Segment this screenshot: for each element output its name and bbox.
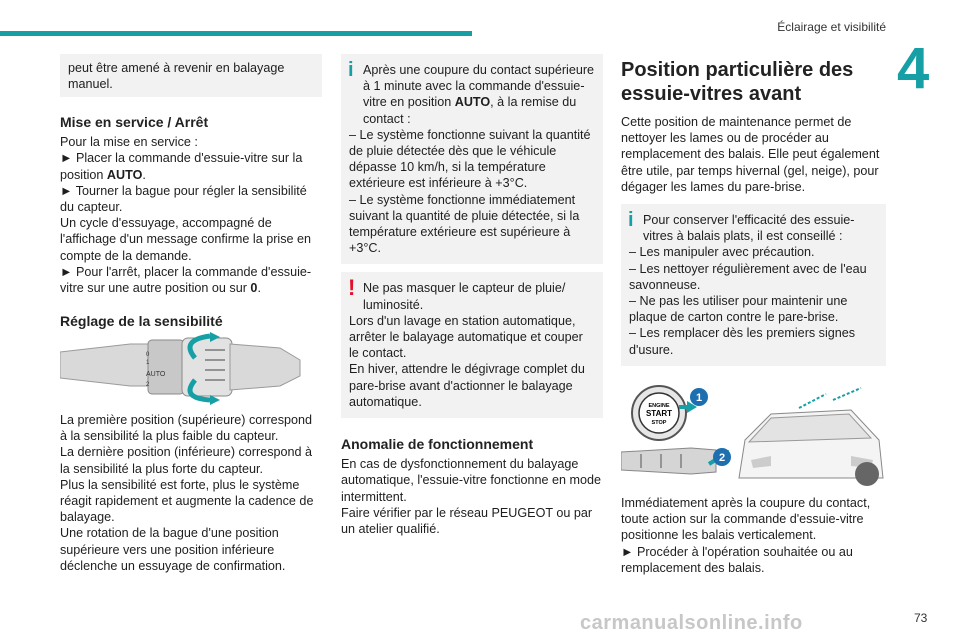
svg-text:ENGINE: ENGINE	[648, 403, 670, 409]
stalk-label-auto: AUTO	[146, 371, 166, 378]
text-line: ► Tourner la bague pour régler la sensibilité du capteur.	[60, 183, 307, 215]
info-icon: i	[628, 209, 634, 232]
text-line: – Les nettoyer régulièrement avec de l'eau savonneuse.	[629, 261, 867, 292]
text-line: La dernière position (inférieure) correspond à la sensibilité la plus forte du capteur.	[60, 445, 313, 476]
svg-text:1: 1	[146, 360, 150, 366]
svg-text:1: 1	[695, 392, 703, 404]
header-accent-bar	[0, 31, 472, 36]
text-line: Ne pas masquer le capteur de pluie/ luminosité.	[363, 281, 566, 312]
text-line: Faire vérifier par le réseau PEUGEOT ou par un atelier qualifié.	[341, 505, 593, 537]
text-line: ► Pour l'arrêt, placer la commande d'essuie-vitre sur une autre position ou sur 0.	[60, 264, 312, 296]
wiper-stalk-icon	[621, 448, 716, 474]
text-line: Immédiatement après la coupure du contact, toute action sur la commande d'essuie-vitre positionne les balais verticalement.	[621, 496, 871, 543]
car-front-icon	[739, 388, 883, 486]
svg-text:2: 2	[718, 452, 726, 464]
info-box	[621, 204, 886, 366]
heading-position-particuliere: Position particulière des essuie-vitres avant	[621, 59, 854, 105]
svg-text:2: 2	[146, 382, 150, 388]
warning-icon: !	[348, 275, 356, 301]
text-line: Pour conserver l'efficacité des essuie-vitres à balais plats, il est conseillé :	[643, 213, 855, 244]
heading-mise-en-service: Mise en service / Arrêt	[60, 114, 209, 130]
text-line: – Le système fonctionne suivant la quantité de pluie détectée dès que le véhicule dépasse 10 km/h, si la température extérieure est inférieure à +3°C.	[349, 127, 591, 191]
text-line: La première position (supérieure) correspond à la sensibilité la plus faible du capteur.	[60, 413, 313, 444]
svg-text:START: START	[645, 409, 673, 418]
intro-text: peut être amené à revenir en balayage manuel.	[68, 61, 285, 92]
heading-anomalie: Anomalie de fonctionnement	[341, 436, 534, 453]
column-1-lower	[60, 412, 322, 574]
text-line: Un cycle d'essuyage, accompagné de l'affichage d'un message confirme la prise en compte de la demande.	[60, 216, 311, 263]
callout-1-icon	[690, 388, 708, 406]
column-3	[621, 58, 886, 395]
svg-text:0: 0	[146, 352, 150, 358]
text-line: – Ne pas les utiliser pour maintenir une plaque de carton contre le pare-brise.	[629, 294, 848, 325]
callout-2-icon	[713, 448, 731, 466]
column-1	[60, 54, 322, 329]
text-line: ► Placer la commande d'essuie-vitre sur la position AUTO.	[60, 151, 303, 182]
column-2	[341, 54, 603, 537]
wiper-stalk-illustration	[60, 330, 322, 406]
text-line: Cette position de maintenance permet de nettoyer les lames ou de procéder au remplacement des balais. Elle peut également être utile, par temps hivernal (gel, neige), pour dégager les lames du pare-brise.	[621, 115, 880, 194]
intro-box	[60, 54, 322, 97]
text-line: Lors d'un lavage en station automatique, arrêter le balayage automatique et couper le contact.	[349, 313, 583, 361]
text-line: Pour la mise en service :	[60, 135, 198, 150]
text-line: – Le système fonctionne immédiatement suivant la quantité de pluie détectée, si la température extérieure est supérieure à +3°C.	[349, 192, 580, 256]
text-line: En hiver, attendre le dégivrage complet du pare-brise avant d'actionner le balayage automatique.	[349, 362, 585, 409]
watermark: carmanualsonline.info	[580, 612, 803, 634]
wiper-stalk-icon	[60, 330, 322, 406]
info-icon: i	[348, 59, 354, 81]
warning-box	[341, 272, 603, 418]
text-line: – Les manipuler avec précaution.	[629, 245, 815, 260]
heading-reglage: Réglage de la sensibilité	[60, 313, 223, 330]
text-line: Après une coupure du contact supérieure à 1 minute avec la commande d'essuie-vitre en position AUTO, à la remise du contact :	[363, 63, 595, 126]
text-line: Une rotation de la bague d'une position supérieure vers une position inférieure déclenche un essuyage de confirmation.	[60, 526, 286, 573]
text-line: Plus la sensibilité est forte, plus le système réagit rapidement et augmente la cadence de balayage.	[60, 477, 314, 525]
section-title: Éclairage et visibilité	[777, 20, 886, 34]
engine-start-stop-button-icon	[632, 386, 686, 440]
page-number: 73	[914, 611, 928, 625]
chapter-number: 4	[897, 36, 930, 101]
text-line: – Les remplacer dès les premiers signes d'usure.	[629, 326, 856, 357]
info-box	[341, 54, 603, 264]
svg-text:STOP: STOP	[651, 420, 667, 426]
text-line: ► Procéder à l'opération souhaitée ou au remplacement des balais.	[621, 544, 853, 575]
wiper-service-illustration	[621, 380, 886, 488]
text-line: En cas de dysfonctionnement du balayage automatique, l'essuie-vitre fonctionne en mode intermittent.	[341, 457, 602, 504]
column-3-lower	[621, 495, 886, 576]
